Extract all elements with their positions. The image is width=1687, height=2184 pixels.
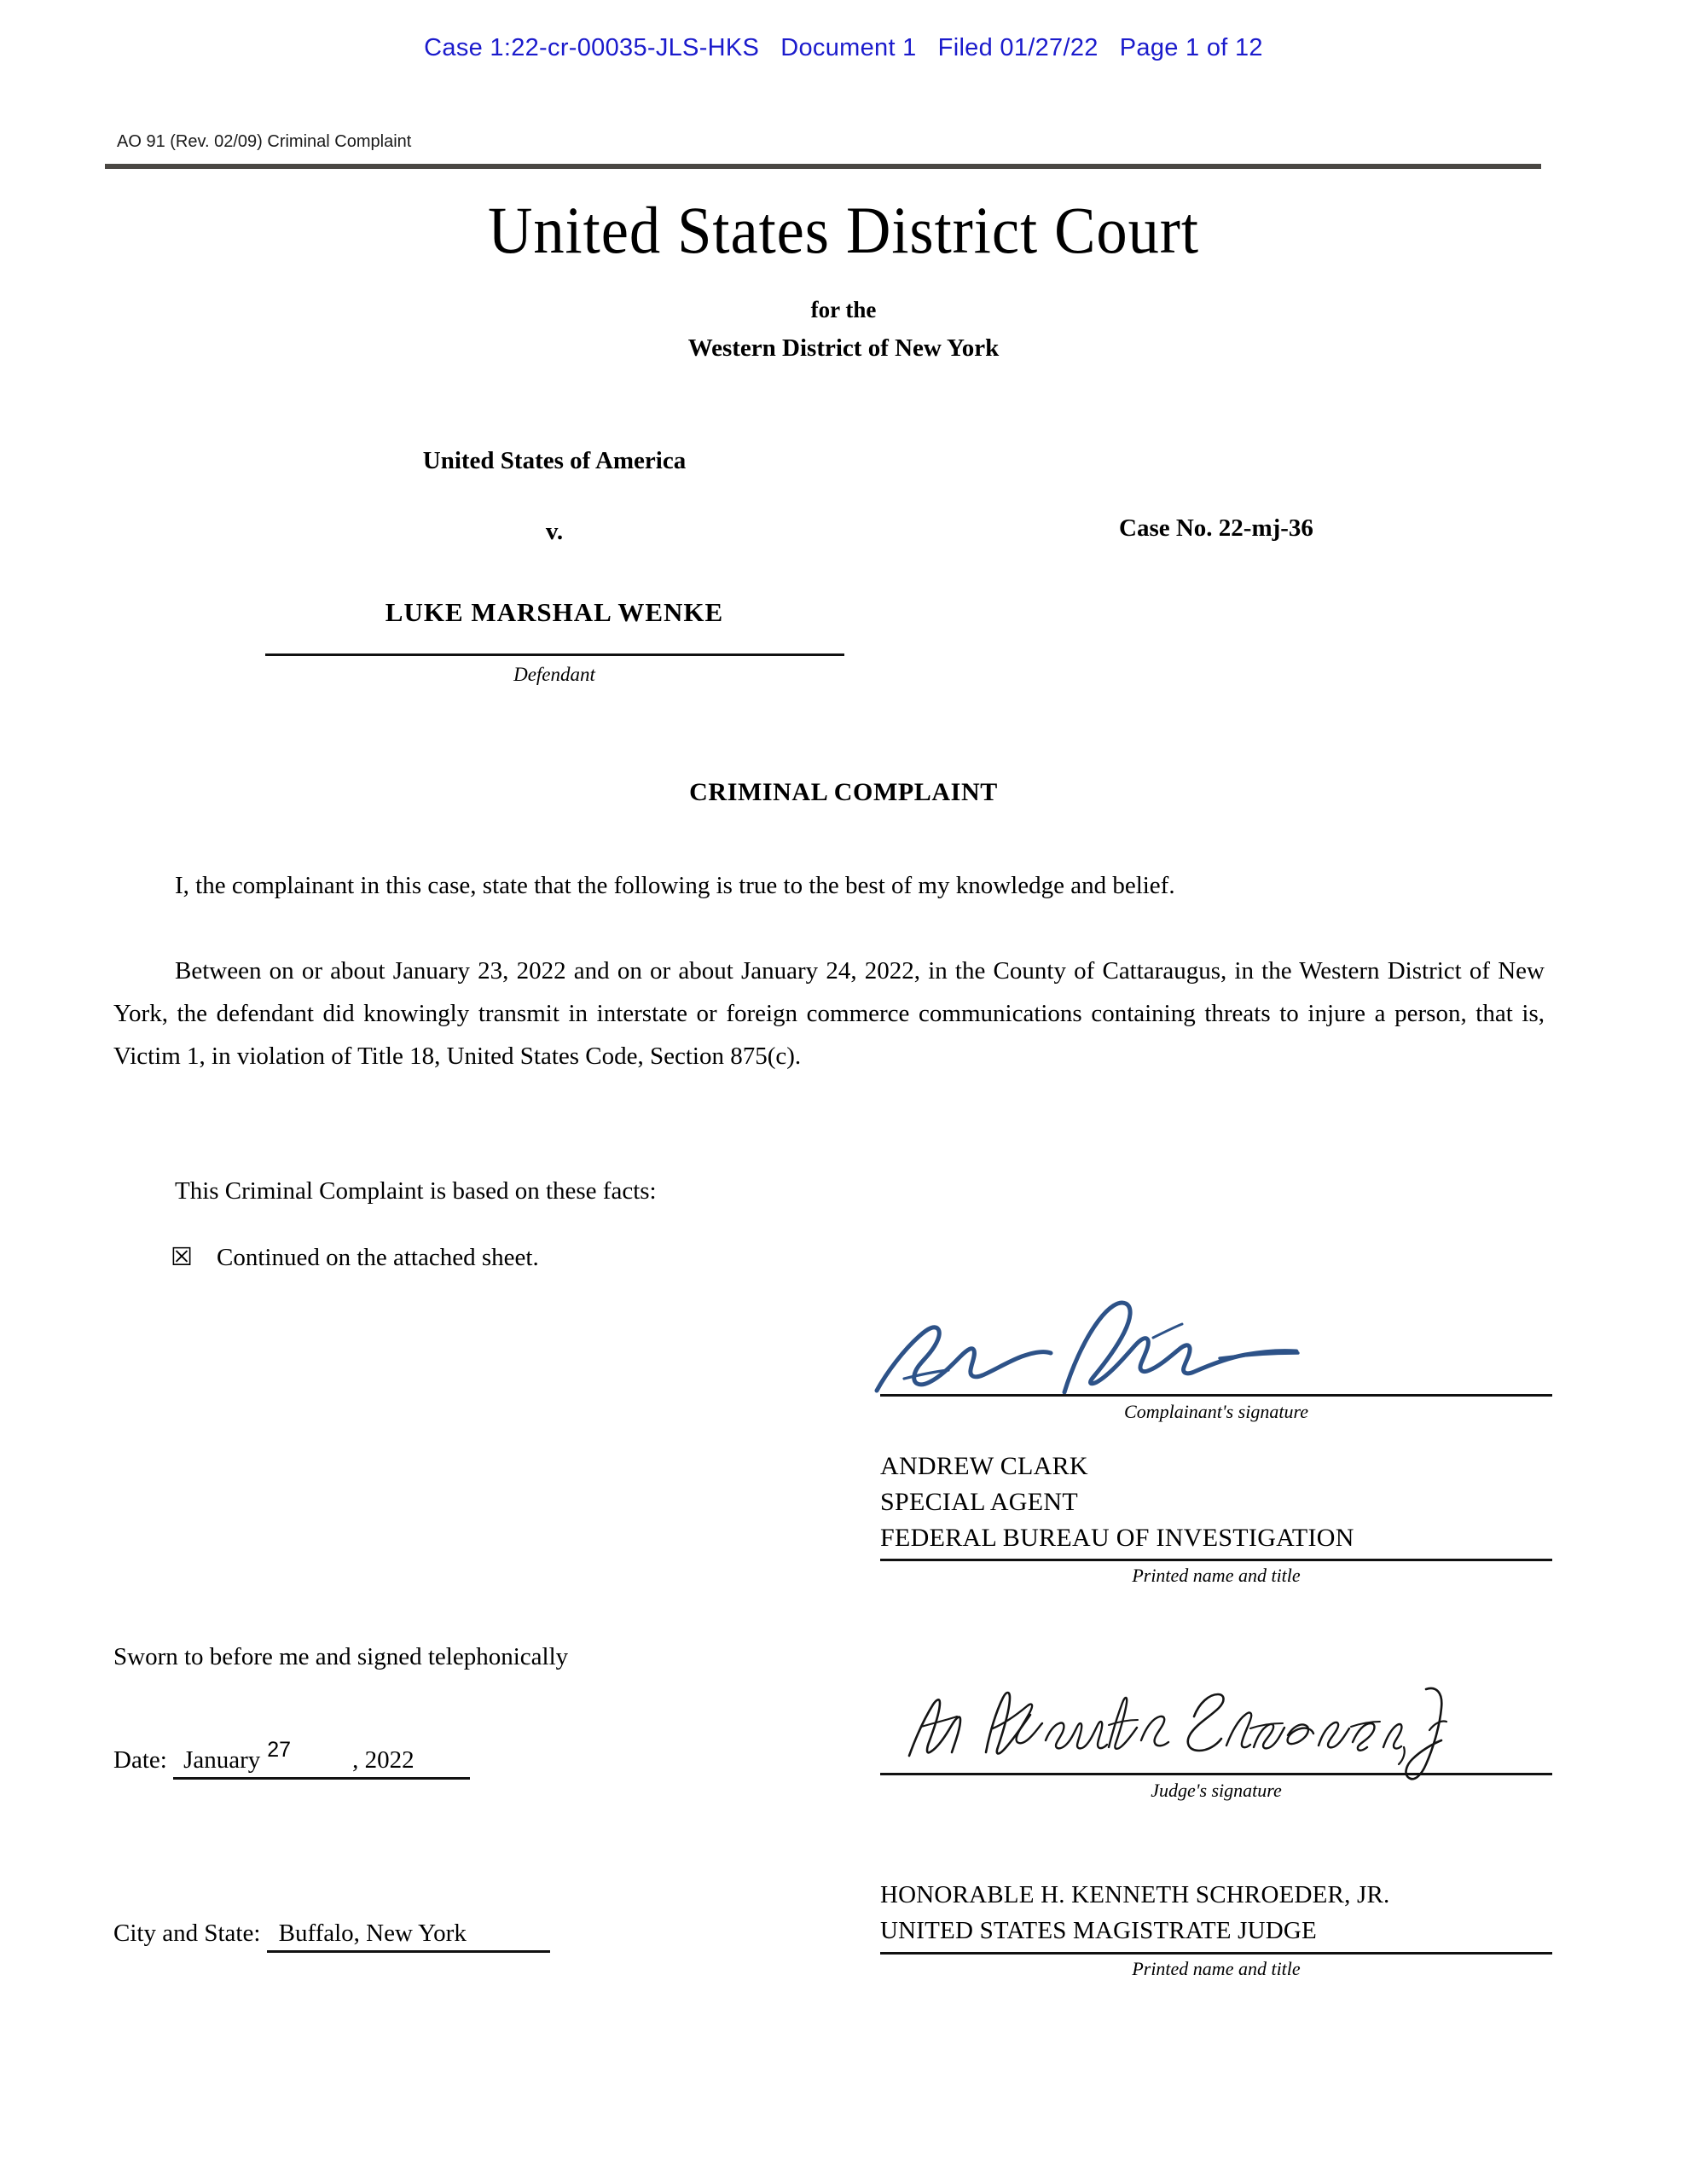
judge-printed-name: HONORABLE H. KENNETH SCHROEDER, JR. bbox=[880, 1881, 1390, 1908]
document-heading: CRIMINAL COMPLAINT bbox=[689, 778, 998, 806]
ecf-filing-header-stamp: Case 1:22-cr-00035-JLS-HKS Document 1 Filed 01/27/22 Page 1 of 12 bbox=[424, 34, 1263, 61]
complainant-signature-line bbox=[880, 1394, 1552, 1397]
caption-plaintiff-name: United States of America bbox=[422, 447, 687, 474]
form-number-label: AO 91 (Rev. 02/09) Criminal Complaint bbox=[117, 132, 412, 151]
complainant-signature-image bbox=[870, 1297, 1348, 1391]
judge-printed-title: UNITED STATES MAGISTRATE JUDGE bbox=[880, 1917, 1317, 1944]
header-divider-rule bbox=[105, 164, 1541, 169]
complaint-paragraph-3 bbox=[113, 1170, 1545, 1213]
caption-versus: v. bbox=[545, 518, 564, 545]
date-month: January bbox=[183, 1746, 261, 1774]
sworn-statement: Sworn to before me and signed telephonically bbox=[113, 1643, 569, 1670]
complaint-paragraph-2-text: Between on or about January 23, 2022 and on or about January 24, 2022, in the County of Cattaraugus, in the Western District of New York, the defendant did knowingly transmit in interstate or foreign commerce communications containing threats to injure a person, that is, Victim 1, in violation of Title 18, United States Code, Section 875(c). bbox=[113, 957, 1545, 1070]
complaint-paragraph-2 bbox=[113, 950, 1545, 1078]
checked-checkbox-icon[interactable]: ☒ bbox=[171, 1244, 193, 1271]
court-for-the-label: for the bbox=[810, 297, 877, 322]
complainant-printed-rule bbox=[880, 1559, 1552, 1561]
caption-defendant-label: Defendant bbox=[513, 664, 595, 685]
judge-signature-image bbox=[904, 1674, 1450, 1785]
complaint-paragraph-3-text: This Criminal Complaint is based on these facts: bbox=[175, 1177, 657, 1205]
complaint-paragraph-1-text: I, the complainant in this case, state that the following is true to the best of my knowledge and belief. bbox=[175, 872, 1175, 899]
judge-printed-caption: Printed name and title bbox=[1132, 1958, 1301, 1979]
date-value-field[interactable] bbox=[173, 1738, 470, 1780]
caption-divider-rule bbox=[265, 653, 844, 656]
complainant-signature-caption: Complainant's signature bbox=[1124, 1401, 1308, 1422]
city-state-row bbox=[113, 1920, 550, 1953]
complainant-printed-name: ANDREW CLARK bbox=[880, 1452, 1088, 1480]
judge-signature-line bbox=[880, 1773, 1552, 1775]
judge-printed-rule bbox=[880, 1952, 1552, 1955]
complainant-printed-caption: Printed name and title bbox=[1132, 1565, 1301, 1586]
continued-on-attached-sheet-row[interactable] bbox=[171, 1244, 539, 1272]
city-state-label: City and State: bbox=[113, 1920, 261, 1947]
date-row bbox=[113, 1738, 470, 1780]
date-year: , 2022 bbox=[352, 1746, 415, 1774]
date-day: 27 bbox=[267, 1738, 292, 1762]
caption-case-number: Case No. 22-mj-36 bbox=[1119, 514, 1313, 542]
continued-on-attached-sheet-label: Continued on the attached sheet. bbox=[217, 1244, 539, 1271]
date-label: Date: bbox=[113, 1746, 167, 1774]
complainant-printed-title: SPECIAL AGENT bbox=[880, 1488, 1078, 1516]
caption-defendant-name: LUKE MARSHAL WENKE bbox=[385, 597, 724, 627]
city-state-value[interactable]: Buffalo, New York bbox=[267, 1920, 550, 1953]
court-district-name: Western District of New York bbox=[687, 334, 1000, 362]
court-title: United States District Court bbox=[488, 193, 1199, 267]
complainant-printed-agency: FEDERAL BUREAU OF INVESTIGATION bbox=[880, 1524, 1354, 1552]
complaint-paragraph-1 bbox=[113, 865, 1545, 908]
judge-signature-caption: Judge's signature bbox=[1151, 1780, 1282, 1801]
